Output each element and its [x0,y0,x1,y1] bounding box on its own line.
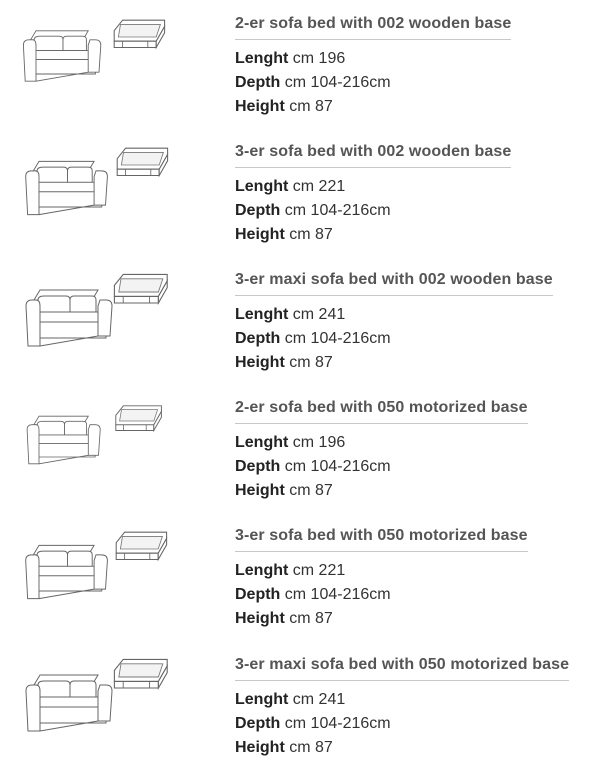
depth-value: cm 104-216cm [284,458,391,475]
length-spec [235,303,553,327]
height-spec [235,736,569,760]
depth-value: cm 104-216cm [284,202,391,219]
product-item [0,128,602,256]
depth-spec [235,327,553,351]
length-label: Lenght [235,178,289,195]
product-title: 2-er sofa bed with 050 motorized base [235,398,528,424]
height-value: cm 87 [289,98,333,115]
length-value: cm 196 [292,50,346,67]
height-spec [235,351,553,375]
product-title: 3-er sofa bed with 050 motorized base [235,526,528,552]
length-value: cm 196 [292,434,346,451]
length-spec [235,175,511,199]
depth-label: Depth [235,330,281,347]
height-spec [235,607,528,631]
length-label: Lenght [235,691,289,708]
sofa-bed-illustration [18,524,178,604]
length-label: Lenght [235,434,289,451]
height-value: cm 87 [289,610,333,627]
sofa-bed-illustration [18,396,178,476]
height-label: Height [235,739,285,756]
depth-label: Depth [235,74,281,91]
length-spec [235,47,511,71]
product-item [0,512,602,640]
depth-label: Depth [235,458,281,475]
length-label: Lenght [235,562,289,579]
height-value: cm 87 [289,482,333,499]
sofa-bed-illustration [18,140,178,220]
sofa-bed-illustration [18,653,178,733]
height-label: Height [235,354,285,371]
height-value: cm 87 [289,354,333,371]
height-label: Height [235,226,285,243]
product-item [0,256,602,384]
length-value: cm 241 [292,306,346,323]
length-spec [235,431,528,455]
depth-spec [235,712,569,736]
length-spec [235,688,569,712]
depth-spec [235,583,528,607]
depth-label: Depth [235,715,281,732]
height-value: cm 87 [289,226,333,243]
product-title: 2-er sofa bed with 002 wooden base [235,14,511,40]
depth-value: cm 104-216cm [284,74,391,91]
product-title: 3-er maxi sofa bed with 050 motorized base [235,655,569,681]
length-spec [235,559,528,583]
length-value: cm 241 [292,691,346,708]
height-spec [235,479,528,503]
depth-value: cm 104-216cm [284,330,391,347]
length-value: cm 221 [292,178,346,195]
length-label: Lenght [235,50,289,67]
sofa-bed-illustration [18,268,178,348]
product-item [0,641,602,769]
height-label: Height [235,482,285,499]
product-item [0,0,602,128]
depth-label: Depth [235,586,281,603]
height-spec [235,95,511,119]
depth-spec [235,199,511,223]
height-label: Height [235,610,285,627]
height-spec [235,223,511,247]
product-item [0,384,602,512]
depth-spec [235,455,528,479]
height-label: Height [235,98,285,115]
depth-value: cm 104-216cm [284,715,391,732]
height-value: cm 87 [289,739,333,756]
sofa-bed-illustration [18,12,178,92]
depth-label: Depth [235,202,281,219]
depth-spec [235,71,511,95]
length-label: Lenght [235,306,289,323]
depth-value: cm 104-216cm [284,586,391,603]
product-title: 3-er maxi sofa bed with 002 wooden base [235,270,553,296]
product-title: 3-er sofa bed with 002 wooden base [235,142,511,168]
length-value: cm 221 [292,562,346,579]
